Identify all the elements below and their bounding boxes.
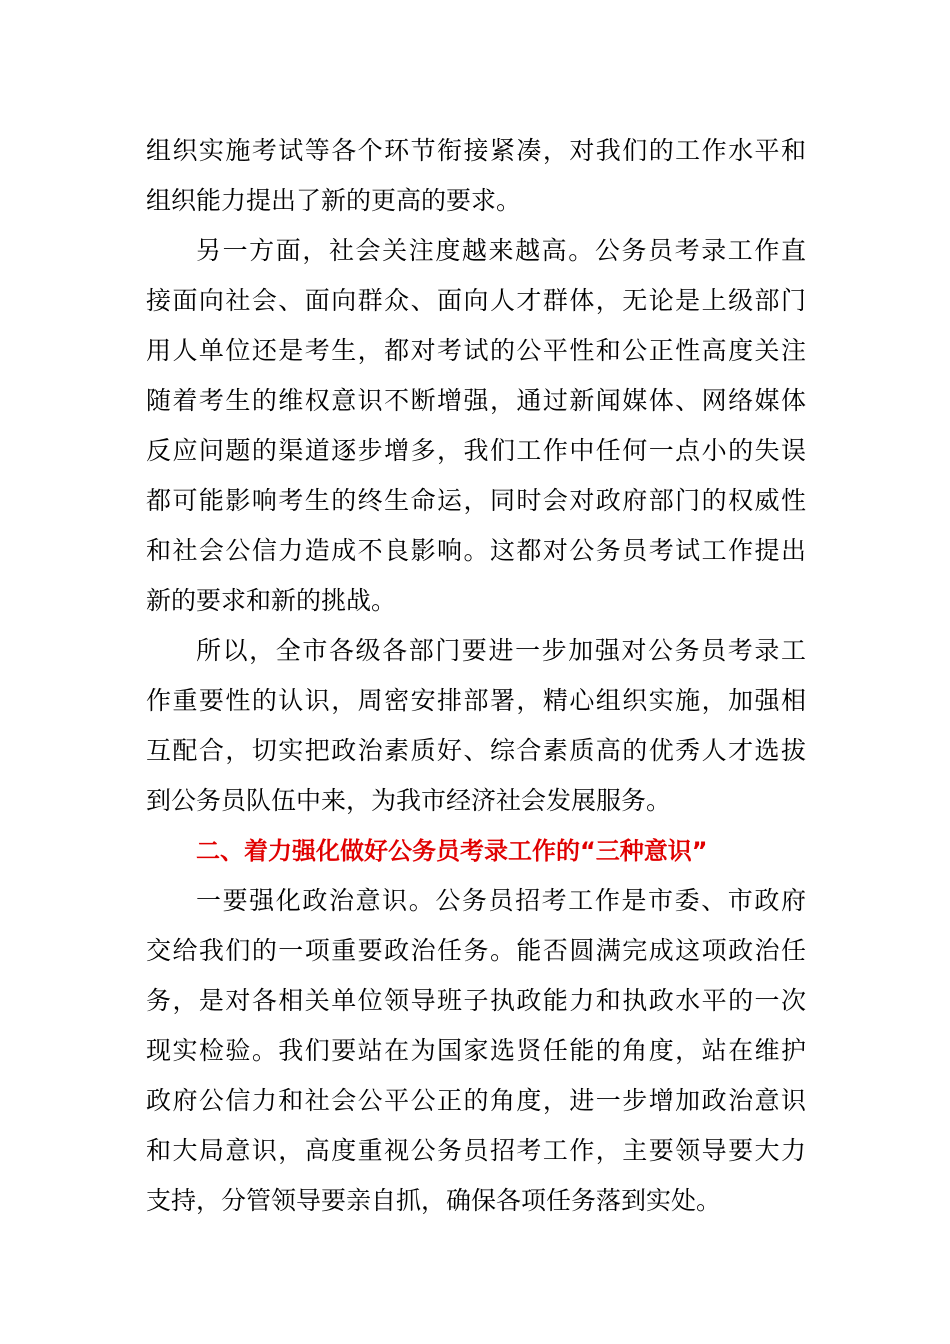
paragraph-4-line-1: 一要强化政治意识。公务员招考工作是市委、市政府 — [196, 886, 806, 915]
paragraph-4-line-6: 和大局意识，高度重视公务员招考工作，主要领导要大力 — [146, 1136, 806, 1165]
paragraph-2-line-3: 用人单位还是考生，都对考试的公平性和公正性高度关注 — [146, 336, 806, 365]
paragraph-3-line-4: 到公务员队伍中来，为我市经济社会发展服务。 — [146, 786, 672, 815]
paragraph-3-line-1: 所以，全市各级各部门要进一步加强对公务员考录工 — [196, 636, 806, 665]
paragraph-3-line-3: 互配合，切实把政治素质好、综合素质高的优秀人才选拔 — [146, 736, 806, 765]
paragraph-4-line-4: 现实检验。我们要站在为国家选贤任能的角度，站在维护 — [146, 1036, 806, 1065]
paragraph-2-line-1: 另一方面，社会关注度越来越高。公务员考录工作直 — [196, 236, 806, 265]
paragraph-2-line-6: 都可能影响考生的终生命运，同时会对政府部门的权威性 — [146, 486, 806, 515]
paragraph-1-line-1: 组织实施考试等各个环节衔接紧凑，对我们的工作水平和 — [146, 136, 806, 165]
paragraph-2-line-8: 新的要求和新的挑战。 — [146, 586, 397, 615]
paragraph-4-line-7: 支持，分管领导要亲自抓，确保各项任务落到实处。 — [146, 1186, 722, 1215]
paragraph-3-line-2: 作重要性的认识，周密安排部署，精心组织实施，加强相 — [146, 686, 806, 715]
paragraph-2-line-5: 反应问题的渠道逐步增多，我们工作中任何一点小的失误 — [146, 436, 806, 465]
paragraph-2-line-4: 随着考生的维权意识不断增强，通过新闻媒体、网络媒体 — [146, 386, 806, 415]
paragraph-2-line-7: 和社会公信力造成不良影响。这都对公务员考试工作提出 — [146, 536, 806, 565]
paragraph-2-line-2: 接面向社会、面向群众、面向人才群体，无论是上级部门 — [146, 286, 806, 315]
paragraph-4-line-3: 务，是对各相关单位领导班子执政能力和执政水平的一次 — [146, 986, 806, 1015]
paragraph-4-line-2: 交给我们的一项重要政治任务。能否圆满完成这项政治任 — [146, 936, 806, 965]
paragraph-1-line-2: 组织能力提出了新的更高的要求。 — [146, 186, 522, 215]
section-heading: 二、着力强化做好公务员考录工作的“三种意识” — [196, 837, 708, 865]
paragraph-4-line-5: 政府公信力和社会公平公正的角度，进一步增加政治意识 — [146, 1086, 806, 1115]
